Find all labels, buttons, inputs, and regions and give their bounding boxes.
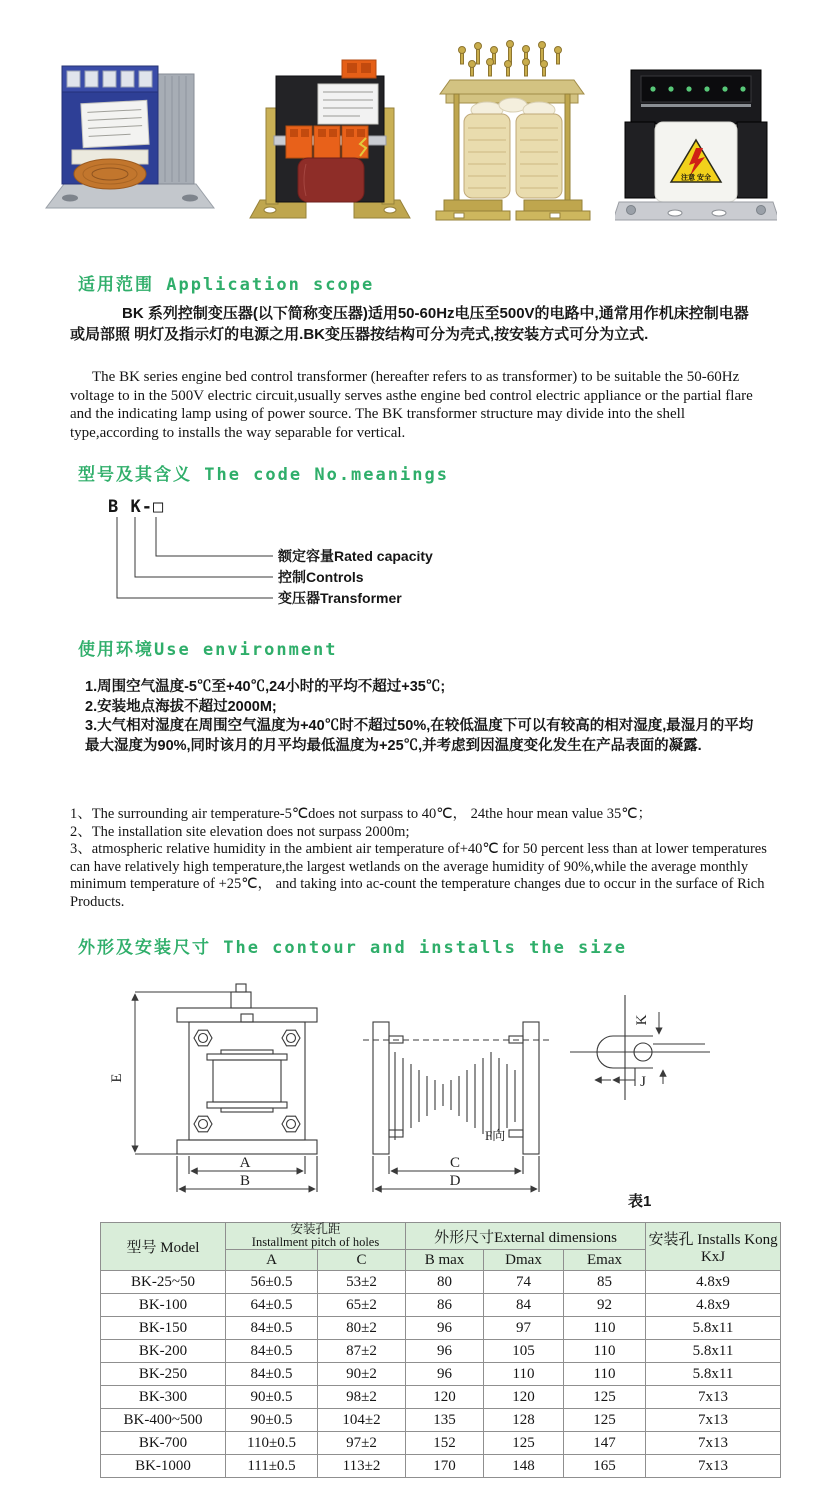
col-header-a: A <box>226 1250 318 1271</box>
col-header-dmax: Dmax <box>484 1250 564 1271</box>
table-cell: 125 <box>564 1409 646 1432</box>
use-environment-cn-list <box>85 678 765 756</box>
table-cell: BK-150 <box>101 1317 226 1340</box>
table-row <box>101 1271 781 1294</box>
code-label-rated-capacity: 额定容量Rated capacity <box>278 548 433 564</box>
dim-label-d: D <box>449 1173 461 1189</box>
heading-contour-size: 外形及安装尺寸 The contour and installs the size <box>78 938 627 958</box>
dim-label-j: J <box>640 1074 646 1090</box>
col-header-model: 型号 Model <box>101 1223 226 1271</box>
col-header-install-holes <box>646 1223 781 1271</box>
table-row <box>101 1363 781 1386</box>
dim-label-a: A <box>239 1155 251 1171</box>
col-header-install-holes-title: 安装孔 Installs Kong <box>648 1231 778 1248</box>
table-cell: 5.8x11 <box>646 1340 781 1363</box>
table-cell: 98±2 <box>318 1386 406 1409</box>
table-cell: 80 <box>406 1271 484 1294</box>
table-cell: 85 <box>564 1271 646 1294</box>
table-cell: 90±2 <box>318 1363 406 1386</box>
table-cell: 135 <box>406 1409 484 1432</box>
table-cell: 96 <box>406 1363 484 1386</box>
table-cell: BK-300 <box>101 1386 226 1409</box>
paragraph-application-cn: BK 系列控制变压器(以下简称变压器)适用50-60Hz电压至500V的电路中,通常用作机床控制电器或局部照 明灯及指示灯的电源之用.BK变压器按结构可分为壳式,按安装方式可分为立式. <box>70 305 749 343</box>
table-cell: 125 <box>564 1386 646 1409</box>
table-cell: 96 <box>406 1340 484 1363</box>
table-cell: 97±2 <box>318 1432 406 1455</box>
cn-list-item: 1.周围空气温度-5℃至+40℃,24小时的平均不超过+35℃; <box>85 679 446 695</box>
table-cell: BK-250 <box>101 1363 226 1386</box>
table-cell: 110 <box>564 1363 646 1386</box>
table-cell: 120 <box>406 1386 484 1409</box>
table-caption: 表1 <box>628 1193 652 1210</box>
table-cell: 84±0.5 <box>226 1340 318 1363</box>
table-cell: 74 <box>484 1271 564 1294</box>
table-cell: 125 <box>484 1432 564 1455</box>
table-cell: 7x13 <box>646 1432 781 1455</box>
warning-label-text: 注意 安全 <box>681 174 711 182</box>
table-cell: 170 <box>406 1455 484 1478</box>
table-cell: 7x13 <box>646 1386 781 1409</box>
table-cell: 113±2 <box>318 1455 406 1478</box>
en-list-item: 1、The surrounding air temperature-5℃does not surpass to 40℃， 24the hour mean value 35℃； <box>70 806 653 822</box>
table-row <box>101 1409 781 1432</box>
table-cell: BK-200 <box>101 1340 226 1363</box>
dim-label-f: F向 <box>485 1128 506 1143</box>
en-list-item: 2、The installation site elevation does not surpass 2000m; <box>70 823 410 840</box>
col-header-bmax: B max <box>406 1250 484 1271</box>
product-photo-open-frame <box>432 36 592 234</box>
table-cell: 5.8x11 <box>646 1363 781 1386</box>
heading-use-environment: 使用环境Use environment <box>78 640 338 660</box>
table-cell: BK-700 <box>101 1432 226 1455</box>
table-cell: 87±2 <box>318 1340 406 1363</box>
col-header-pitch-en: Installment pitch of holes <box>251 1235 380 1249</box>
use-environment-en-list <box>70 806 770 911</box>
en-list-item: 3、atmospheric relative humidity in the ambient air temperature of+40℃ for 50 percent less than at lower temperatures can have relatively high temperature,the largest wetlands on the average humidity of 90%,while the average monthly minimum temperature of +25℃， and taking into ac-count the temperature changes due to occur in the surface of Rich Products. <box>70 841 767 910</box>
table-cell: 5.8x11 <box>646 1317 781 1340</box>
table-row <box>101 1340 781 1363</box>
table-cell: BK-1000 <box>101 1455 226 1478</box>
table-cell: 120 <box>484 1386 564 1409</box>
cn-list-item: 3.大气相对湿度在周围空气温度为+40℃时不超过50%,在较低温度下可以有较高的相对湿度,最湿月的平均最大湿度为90%,同时该月的月平均最低温度为+25℃,并考虑到因温度变化发生在产品表面的凝露. <box>85 718 754 754</box>
heading-code-meanings: 型号及其含义 The code No.meanings <box>78 465 449 485</box>
blue-transformer-illustration <box>42 38 217 228</box>
table-cell: 111±0.5 <box>226 1455 318 1478</box>
cn-list-item: 2.安装地点海拔不超过2000M; <box>85 698 277 715</box>
table-row <box>101 1386 781 1409</box>
spec-table <box>100 1222 781 1478</box>
table-row <box>101 1455 781 1478</box>
table-cell: 90±0.5 <box>226 1409 318 1432</box>
col-header-c: C <box>318 1250 406 1271</box>
col-header-pitch <box>226 1223 406 1250</box>
col-header-kxj: KxJ <box>700 1248 726 1265</box>
table-cell: 110±0.5 <box>226 1432 318 1455</box>
heading-application-scope: 适用范围 Application scope <box>78 275 375 295</box>
black-safety-transformer-illustration <box>615 58 777 226</box>
table-cell: 105 <box>484 1340 564 1363</box>
table-cell: 64±0.5 <box>226 1294 318 1317</box>
table-cell: 104±2 <box>318 1409 406 1432</box>
table-cell: BK-25~50 <box>101 1271 226 1294</box>
dim-label-e: E <box>109 1073 125 1083</box>
table-cell: 4.8x9 <box>646 1294 781 1317</box>
table-cell: 4.8x9 <box>646 1271 781 1294</box>
spec-table-body <box>101 1271 781 1478</box>
table-cell: 97 <box>484 1317 564 1340</box>
table-cell: 65±2 <box>318 1294 406 1317</box>
table-cell: 86 <box>406 1294 484 1317</box>
table-cell: 110 <box>564 1317 646 1340</box>
table-cell: 53±2 <box>318 1271 406 1294</box>
table-row <box>101 1294 781 1317</box>
table-cell: 96 <box>406 1317 484 1340</box>
product-photo-black-safety <box>615 58 777 226</box>
table-cell: 165 <box>564 1455 646 1478</box>
table-cell: 84±0.5 <box>226 1317 318 1340</box>
table-cell: 128 <box>484 1409 564 1432</box>
table-cell: 80±2 <box>318 1317 406 1340</box>
code-connector-lines <box>105 517 275 609</box>
table-cell: 152 <box>406 1432 484 1455</box>
black-orange-transformer-illustration <box>248 52 413 232</box>
table-cell: 84±0.5 <box>226 1363 318 1386</box>
table-cell: 56±0.5 <box>226 1271 318 1294</box>
product-photo-blue <box>42 38 217 228</box>
table-row <box>101 1432 781 1455</box>
col-header-emax: Emax <box>564 1250 646 1271</box>
code-label-controls: 控制Controls <box>278 569 364 585</box>
table-cell: 7x13 <box>646 1409 781 1432</box>
open-frame-transformer-illustration <box>432 36 592 234</box>
table-cell: 110 <box>484 1363 564 1386</box>
table-cell: 147 <box>564 1432 646 1455</box>
table-cell: 148 <box>484 1455 564 1478</box>
dim-label-b: B <box>239 1173 251 1189</box>
paragraph-application-en: The BK series engine bed control transformer (hereafter refers to as transformer) to be suitable the 50-60Hz voltage to in the 500V electric circuit,usually serves asthe engine bed control electric appliance or the partial flare and the indicating lamp using of power source. The BK transformer structure may divide into the shell type,according to installs the way separable for vertical. <box>70 369 753 441</box>
table-row <box>101 1317 781 1340</box>
table-cell: 110 <box>564 1340 646 1363</box>
table-cell: BK-400~500 <box>101 1409 226 1432</box>
table-cell: 84 <box>484 1294 564 1317</box>
table-cell: 90±0.5 <box>226 1386 318 1409</box>
model-code: B K-□ <box>108 497 165 517</box>
col-header-external: 外形尺寸External dimensions <box>406 1223 646 1250</box>
table-cell: 92 <box>564 1294 646 1317</box>
dimension-drawings <box>95 980 735 1210</box>
product-photo-black-orange <box>248 52 413 232</box>
code-label-transformer: 变压器Transformer <box>278 590 402 606</box>
table-cell: 7x13 <box>646 1455 781 1478</box>
col-header-pitch-cn: 安装孔距 <box>290 1222 341 1236</box>
dim-label-c: C <box>449 1155 461 1171</box>
table-cell: BK-100 <box>101 1294 226 1317</box>
dim-label-k: K <box>634 1014 650 1026</box>
